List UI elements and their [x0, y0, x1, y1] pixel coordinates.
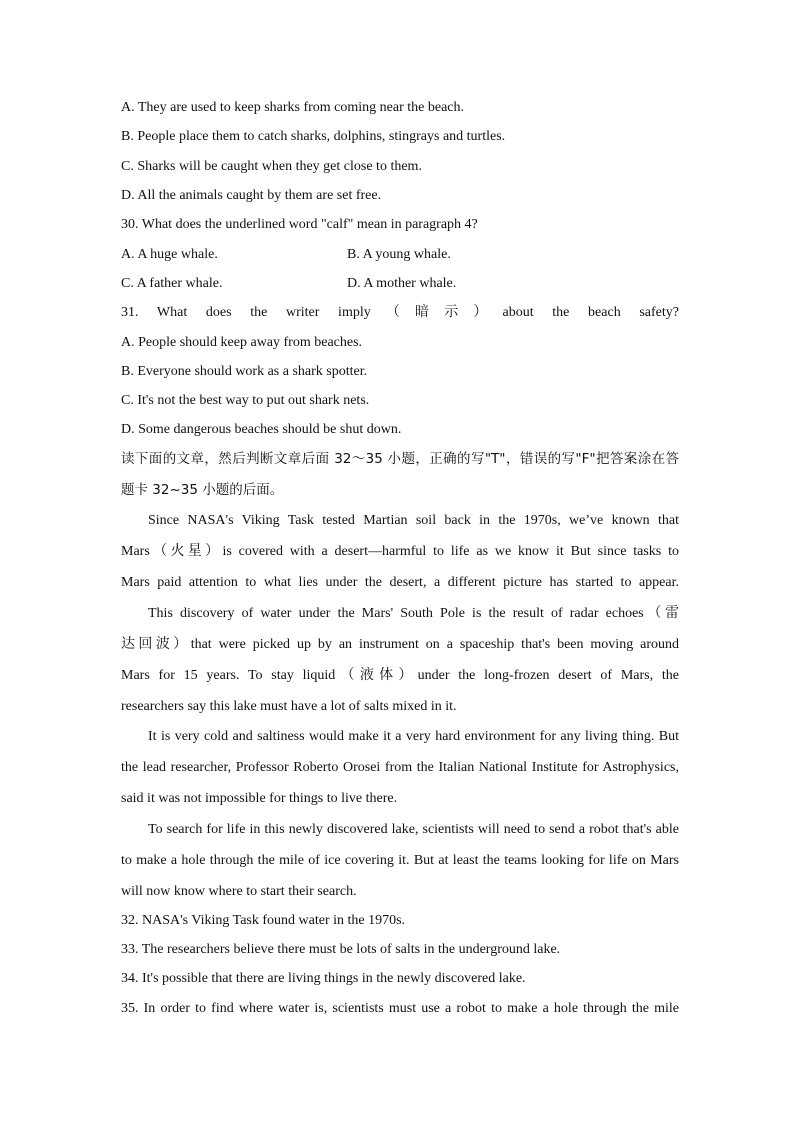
q30-option-b: B. A young whale. — [347, 247, 451, 262]
statement-32: 32. NASA's Viking Task found water in the 1970s. — [121, 913, 406, 928]
passage-line: Mars paid attention to what lies under the desert, a different picture has started to appear. — [121, 575, 679, 590]
q31-option-a: A. People should keep away from beaches. — [121, 335, 363, 350]
passage-line: said it was not impossible for things to live there. — [121, 791, 398, 806]
q30-option-c: C. A father whale. — [121, 276, 223, 291]
q30-option-d: D. A mother whale. — [347, 276, 457, 291]
passage-line: 达回波）that were picked up by an instrument on a spaceship that's been moving around — [121, 637, 679, 652]
passage-line: researchers say this lake must have a lot of salts mixed in it. — [121, 699, 457, 714]
passage-line: will now know where to start their search. — [121, 884, 357, 899]
q30-option-a: A. A huge whale. — [121, 247, 218, 262]
section-instructions-line-1: 读下面的文章，然后判断文章后面 32～35 小题，正确的写"T"，错误的写"F"把答案涂在答 — [121, 451, 679, 467]
passage-line: To search for life in this newly discovered lake, scientists will need to send a robot that's able — [148, 822, 679, 837]
q29-option-b: B. People place them to catch sharks, dolphins, stingrays and turtles. — [121, 129, 506, 144]
q31-stem: 31. What does the writer imply（暗示）about the beach safety? — [121, 305, 679, 320]
section-instructions-line-2: 题卡 32~35 小题的后面。 — [121, 482, 284, 498]
q29-option-a: A. They are used to keep sharks from coming near the beach. — [121, 100, 465, 115]
q29-option-d: D. All the animals caught by them are set free. — [121, 188, 382, 203]
passage-line: the lead researcher, Professor Roberto Orosei from the Italian National Institute for Astrophysics, — [121, 760, 679, 775]
passage-line: Mars（火星）is covered with a desert—harmful to life as we know it But since tasks to — [121, 544, 679, 559]
q29-option-c: C. Sharks will be caught when they get close to them. — [121, 159, 422, 174]
passage-line: This discovery of water under the Mars' South Pole is the result of radar echoes（雷 — [148, 606, 679, 621]
q31-option-b: B. Everyone should work as a shark spotter. — [121, 364, 368, 379]
passage-line: to make a hole through the mile of ice covering it. But at least the teams looking for life on Mars — [121, 853, 679, 868]
statement-33: 33. The researchers believe there must be lots of salts in the underground lake. — [121, 942, 561, 957]
q31-option-c: C. It's not the best way to put out shark nets. — [121, 393, 370, 408]
passage-line: Since NASA's Viking Task tested Martian soil back in the 1970s, we’ve known that — [148, 513, 679, 528]
statement-35: 35. In order to find where water is, scientists must use a robot to make a hole through the mile — [121, 1001, 679, 1016]
q31-option-d: D. Some dangerous beaches should be shut down. — [121, 422, 402, 437]
q30-stem: 30. What does the underlined word "calf" mean in paragraph 4? — [121, 217, 478, 232]
passage-line: It is very cold and saltiness would make it a very hard environment for any living thing. But — [148, 729, 679, 744]
statement-34: 34. It's possible that there are living things in the newly discovered lake. — [121, 971, 526, 986]
passage-line: Mars for 15 years. To stay liquid（液体）under the long-frozen desert of Mars, the — [121, 668, 679, 683]
